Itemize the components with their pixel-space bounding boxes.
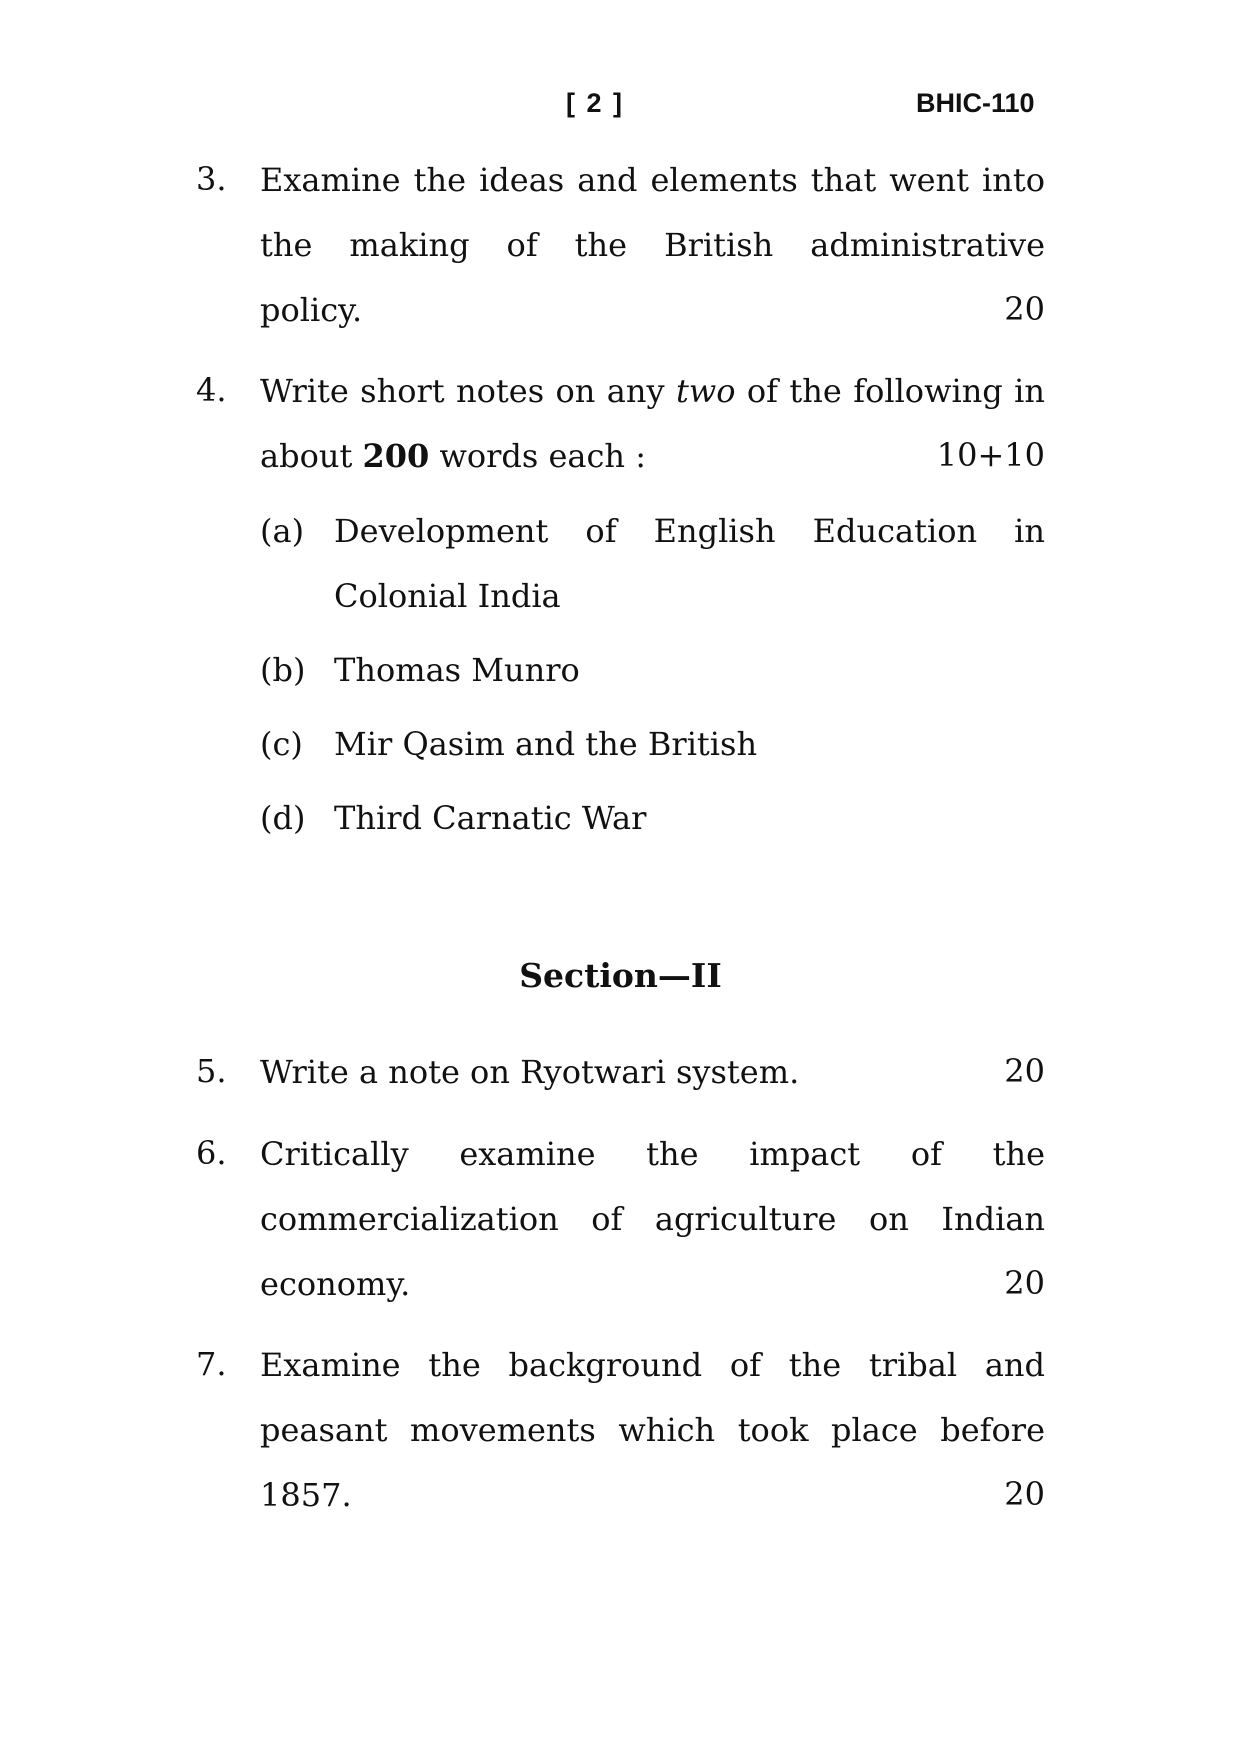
question-number: 4. [196,371,227,409]
question-text-line: Critically examine the impact of the [260,1135,1045,1173]
question-text-line: 1857. [260,1476,352,1514]
sub-label: (d) [260,799,306,837]
emphasis-text: two [675,372,736,410]
question-number: 6. [196,1134,227,1172]
sub-text-line: Thomas Munro [334,651,580,689]
bold-text: 200 [362,437,430,475]
question-number: 7. [196,1345,227,1383]
question-text-line: commercialization of agriculture on Indian [260,1200,1045,1238]
marks: 20 [1004,1052,1045,1090]
marks: 20 [1004,290,1045,328]
question-text-line: the making of the British administrative [260,226,1045,264]
question-number: 3. [196,160,227,198]
sub-text-line: Mir Qasim and the British [334,725,758,763]
sub-label: (a) [260,512,305,550]
marks: 10+10 [936,436,1045,474]
course-code: BHIC-110 [916,88,1035,118]
section-title: Section—II [519,956,722,995]
question-text-line: Write short notes on any two of the following in [260,372,1046,410]
sub-text-line: Colonial India [334,577,561,615]
marks: 20 [1004,1264,1045,1302]
question-text-line: Write a note on Ryotwari system. [260,1053,800,1091]
page-number: [ 2 ] [566,88,625,118]
marks: 20 [1004,1475,1045,1513]
sub-label: (b) [260,651,306,689]
sub-label: (c) [260,725,303,763]
sub-text-line: Third Carnatic War [334,799,647,837]
question-text-line: Examine the ideas and elements that went into [260,161,1045,199]
question-text-line: economy. [260,1265,411,1303]
question-text-line: peasant movements which took place before [260,1411,1045,1449]
question-number: 5. [196,1052,227,1090]
question-text-line: policy. [260,291,363,329]
question-text-line: about 200 words each : [260,437,646,475]
question-text-line: Examine the background of the tribal and [260,1346,1045,1384]
sub-text-line: Development of English Education in [334,512,1045,550]
